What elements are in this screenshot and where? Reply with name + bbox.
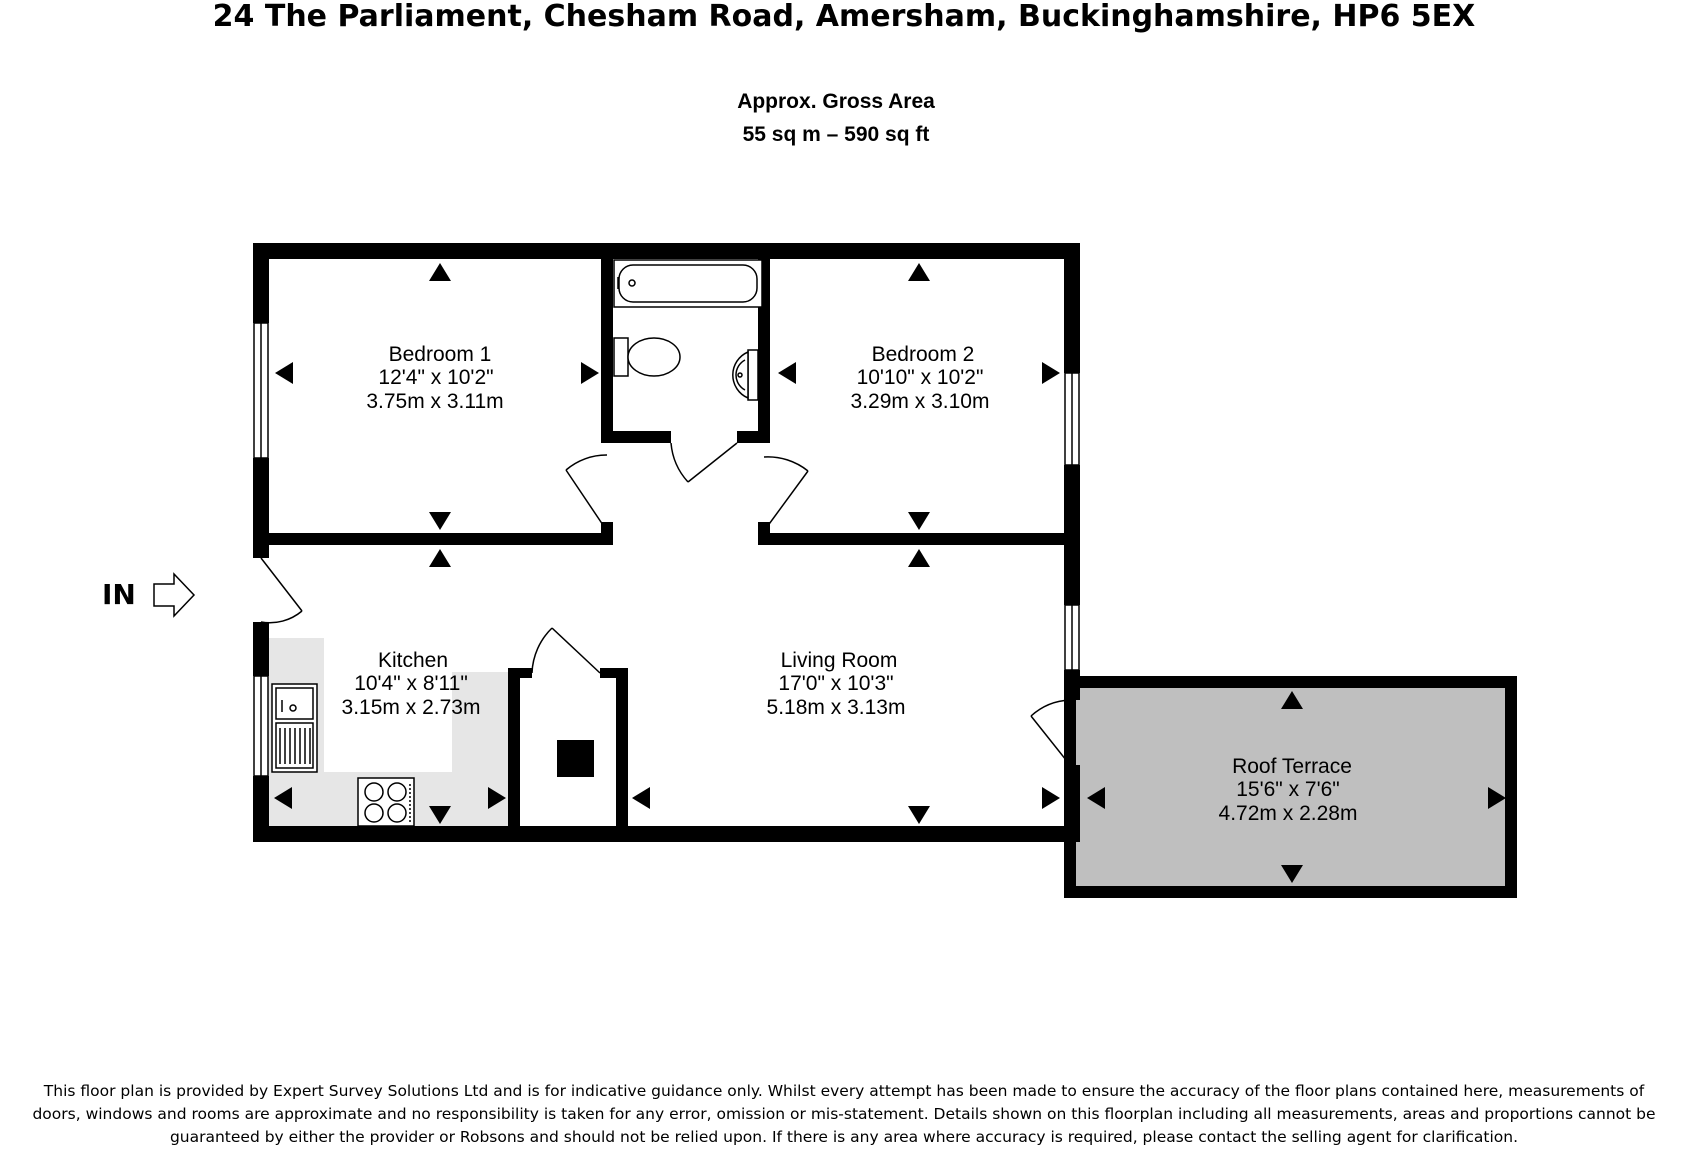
hob-icon [358,778,414,826]
disclaimer-line: doors, windows and rooms are approximate and no responsibility is taken for any error, omission or mis-statement. Details shown on this floorplan including all measurements, areas and proportions cannot be [32,1105,1656,1123]
room-dimensions-metric: 3.29m x 3.10m [850,390,990,413]
room-dimensions-imperial: 12'4" x 10'2" [378,366,494,389]
arrow-down-icon [908,806,930,824]
disclaimer-line: guaranteed by either the provider or Robsons and should not be relied upon. If there is any area where accuracy is required, please contact the selling agent for clarification. [169,1128,1519,1146]
room-dimensions-imperial: 15'6" x 7'6" [1236,778,1340,801]
room-dimensions-imperial: 17'0" x 10'3" [778,672,894,695]
room-name: Bedroom 2 [871,343,975,366]
arrow-down-icon [429,512,451,530]
arrow-down-icon [908,512,930,530]
disclaimer [0,1080,1688,1149]
arrow-up-icon [429,263,451,281]
arrow-up-icon [429,549,451,567]
arrow-up-icon [908,549,930,567]
bathtub-icon [614,260,762,307]
room-dimensions-imperial: 10'10" x 10'2" [856,366,984,389]
gross-area-label: Approx. Gross Area [737,90,935,113]
arrow-left-icon [778,362,796,384]
room-name: Roof Terrace [1232,755,1352,778]
chimney-flue [557,740,594,777]
arrow-left-icon [632,787,650,809]
entrance-label: IN [102,578,136,611]
room-dimensions-imperial: 10'4" x 8'11" [354,672,468,695]
room-living-room [767,649,906,719]
entrance-arrow-icon [154,574,194,616]
room-bedroom1 [366,343,503,413]
plan-title: 24 The Parliament, Chesham Road, Amersham, Buckinghamshire, HP6 5EX [212,0,1476,34]
room-dimensions-metric: 4.72m x 2.28m [1218,802,1358,825]
arrow-up-icon [908,263,930,281]
room-name: Bedroom 1 [388,343,492,366]
room-dimensions-metric: 3.75m x 3.11m [366,390,504,413]
room-bedroom2 [851,343,990,413]
room-kitchen [342,649,481,719]
arrow-left-icon [275,362,293,384]
room-name: Kitchen [377,649,449,672]
disclaimer-line: This floor plan is provided by Expert Survey Solutions Ltd and is for indicative guidance only. Whilst every attempt has been made to ensure the accuracy of the floor plans contained here, measurements of [43,1082,1645,1100]
room-name: Living Room [780,649,898,672]
gross-area-value: 55 sq m – 590 sq ft [742,123,930,146]
room-roof-terrace [1219,755,1358,825]
basin-icon [733,350,758,400]
arrow-right-icon [1042,787,1060,809]
arrow-right-icon [581,362,599,384]
sink-icon [272,684,317,772]
toilet-icon [614,338,680,376]
room-dimensions-metric: 3.15m x 2.73m [341,696,481,719]
arrow-right-icon [1042,362,1060,384]
room-dimensions-metric: 5.18m x 3.13m [766,696,906,719]
